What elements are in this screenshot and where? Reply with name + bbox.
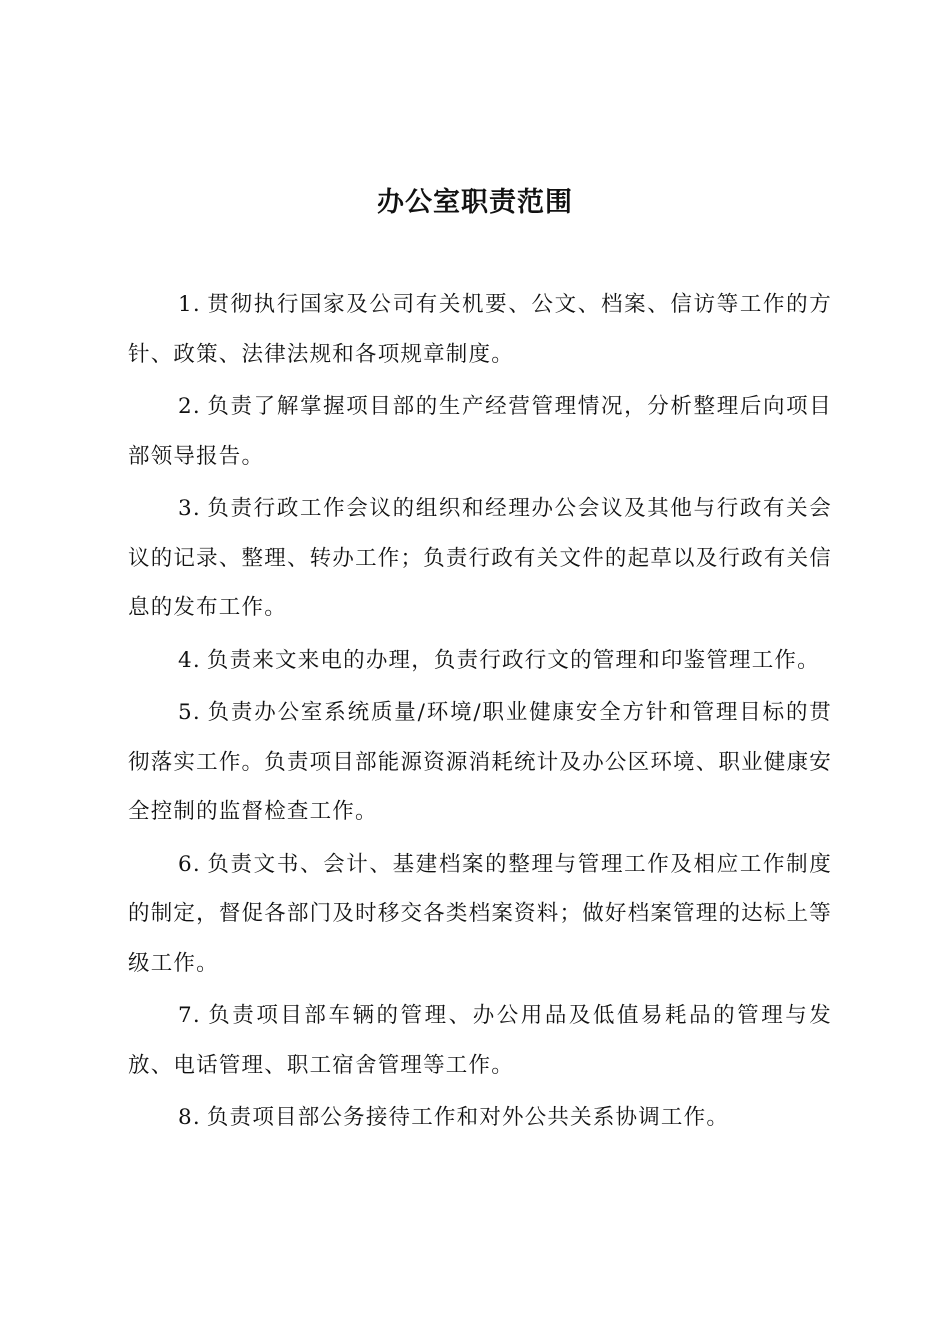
item-text: 负责文书、会计、基建档案的整理与管理工作及相应工作制度的制定，督促各部门及时移交各类档案资料；做好档案管理的达标上等级工作。 <box>128 851 832 976</box>
item-number: 4. <box>178 647 201 673</box>
item-number: 5. <box>178 700 201 725</box>
responsibility-list <box>128 280 832 1146</box>
list-item <box>128 382 832 481</box>
item-number: 7. <box>178 1003 201 1028</box>
item-text: 负责来文来电的办理，负责行政行文的管理和印鉴管理工作。 <box>206 647 820 673</box>
item-number: 6. <box>178 851 201 877</box>
item-text: 负责了解掌握项目部的生产经营管理情况，分析整理后向项目部领导报告。 <box>128 394 832 469</box>
item-text: 负责项目部车辆的管理、办公用品及低值易耗品的管理与发放、电话管理、职工宿舍管理等工作。 <box>128 1003 832 1078</box>
item-text: 贯彻执行国家及公司有关机要、公文、档案、信访等工作的方针、政策、法律法规和各项规章制度。 <box>128 292 832 367</box>
list-item <box>128 1093 832 1143</box>
item-text: 负责行政工作会议的组织和经理办公会议及其他与行政有关会议的记录、整理、转办工作；负责行政有关文件的起草以及行政有关信息的发布工作。 <box>128 496 832 620</box>
list-item <box>128 636 832 686</box>
item-number: 1. <box>178 292 201 317</box>
item-text: 负责办公室系统质量/环境/职业健康安全方针和管理目标的贯彻落实工作。负责项目部能源资源消耗统计及办公区环境、职业健康安全控制的监督检查工作。 <box>128 700 832 824</box>
item-number: 3. <box>178 496 201 521</box>
item-text: 负责项目部公务接待工作和对外公共关系协调工作。 <box>206 1105 730 1130</box>
item-number: 8. <box>178 1105 201 1130</box>
list-item <box>128 840 832 989</box>
list-item <box>128 484 832 633</box>
list-item <box>128 688 832 837</box>
list-item <box>128 991 832 1090</box>
list-item <box>128 280 832 379</box>
page-title: 办公室职责范围 <box>377 187 573 218</box>
item-number: 2. <box>178 394 201 419</box>
